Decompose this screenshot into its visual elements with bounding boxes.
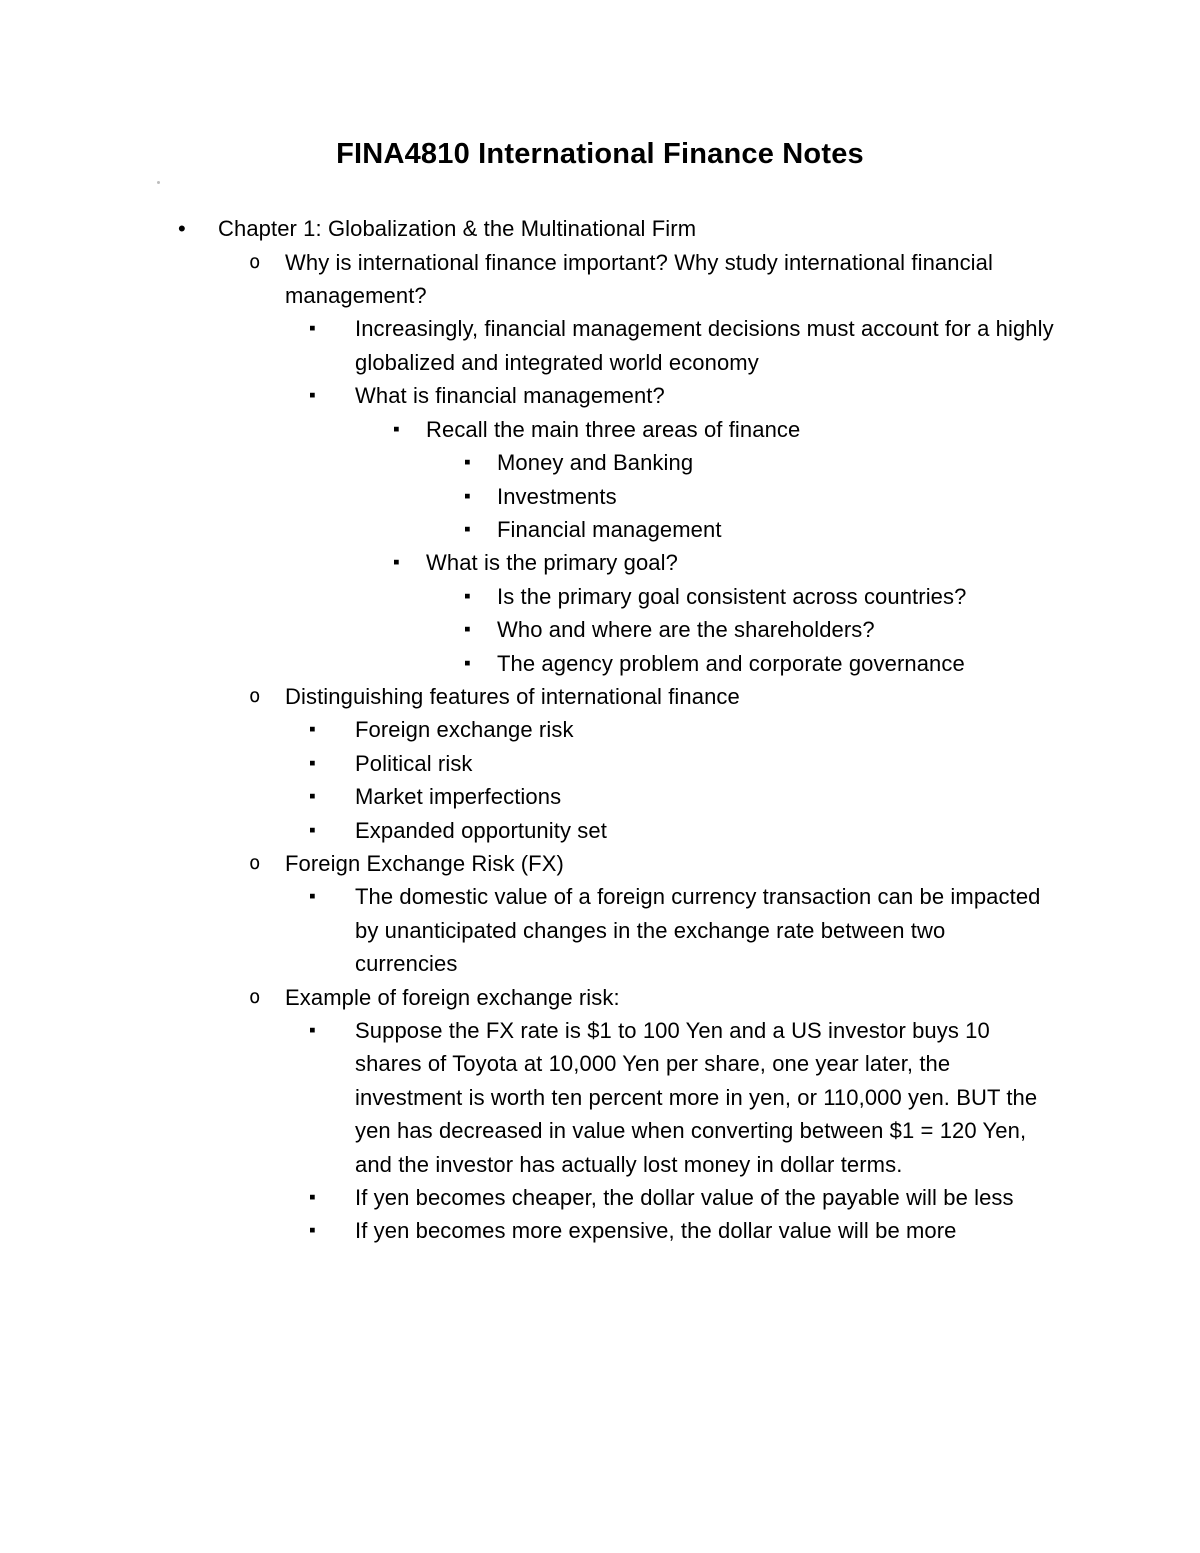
list-item [0, 1014, 1200, 1181]
list-item-text: What is financial management? [355, 383, 665, 409]
list-item-text: Financial management [497, 516, 722, 542]
list-item-text: Political risk [355, 750, 473, 776]
list-item-text: Expanded opportunity set [355, 817, 607, 843]
bullet-icon: ▪ [309, 1187, 316, 1209]
list-item [0, 680, 1200, 713]
list-item-text: Increasingly, financial management decisions must account for a highly globalized and integrated world economy [355, 316, 1054, 375]
list-item-text: What is the primary goal? [426, 550, 678, 576]
bullet-icon: • [178, 216, 186, 242]
bullet-icon: ▪ [309, 1220, 316, 1242]
list-item [0, 446, 1200, 479]
list-item [0, 513, 1200, 546]
list-item-text: If yen becomes more expensive, the dollar value will be more [355, 1218, 957, 1244]
list-item [0, 1214, 1200, 1247]
list-item [0, 613, 1200, 646]
notes-outline [0, 212, 1200, 1248]
list-item-text: Foreign Exchange Risk (FX) [285, 850, 564, 876]
bullet-icon: ▪ [309, 886, 316, 908]
list-item-text: The agency problem and corporate governance [497, 650, 965, 676]
list-item [0, 814, 1200, 847]
bullet-icon: ▪ [309, 385, 316, 407]
list-item [0, 413, 1200, 446]
list-item-text: Is the primary goal consistent across countries? [497, 583, 967, 609]
bullet-icon: ▪ [464, 619, 471, 641]
list-item [0, 747, 1200, 780]
bullet-icon: o [249, 250, 261, 273]
list-item-text: Chapter 1: Globalization & the Multinational Firm [218, 216, 697, 242]
bullet-icon: ▪ [309, 819, 316, 841]
page-title: FINA4810 International Finance Notes [336, 138, 864, 170]
list-item-text: The domestic value of a foreign currency transaction can be impacted by unanticipated changes in the exchange rate between two currencies [355, 884, 1041, 977]
list-item [0, 847, 1200, 880]
bullet-icon: ▪ [309, 1020, 316, 1041]
bullet-icon: ▪ [464, 485, 471, 507]
bullet-icon: ▪ [309, 719, 316, 741]
list-item-text: Example of foreign exchange risk: [285, 984, 620, 1010]
bullet-icon: ▪ [464, 652, 471, 674]
list-item [0, 713, 1200, 746]
bullet-icon: ▪ [464, 585, 471, 607]
bullet-icon: o [249, 684, 261, 707]
bullet-icon: ▪ [393, 418, 400, 440]
bullet-icon: ▪ [464, 452, 471, 474]
list-item-text: Suppose the FX rate is $1 to 100 Yen and a US investor buys 10 shares of Toyota at 10,000 Yen per share, one year later, the investment is worth ten percent more in yen, or 110,000 yen. BUT the yen has decreased in value when converting between $1 = 120 Yen, and the investor has actually lost money in dollar terms. [355, 1018, 1038, 1177]
list-item-text: Why is international finance important? Why study international financial management? [285, 249, 993, 309]
list-item [0, 546, 1200, 579]
list-item [0, 480, 1200, 513]
bullet-icon: ▪ [393, 552, 400, 574]
bullet-icon: o [249, 851, 261, 874]
list-item [0, 981, 1200, 1014]
bullet-icon: ▪ [309, 752, 316, 774]
list-item [0, 647, 1200, 680]
stray-ink-mark [157, 181, 160, 184]
list-item-text: Money and Banking [497, 450, 694, 476]
list-item [0, 246, 1200, 313]
list-item [0, 379, 1200, 412]
list-item-text: Foreign exchange risk [355, 717, 574, 743]
list-item [0, 880, 1200, 980]
list-item [0, 212, 1200, 245]
list-item-text: Distinguishing features of international finance [285, 683, 740, 709]
list-item-text: Recall the main three areas of finance [426, 416, 801, 442]
list-item-text: Investments [497, 483, 617, 509]
list-item [0, 580, 1200, 613]
list-item [0, 780, 1200, 813]
bullet-icon: ▪ [309, 318, 316, 340]
bullet-icon: ▪ [464, 518, 471, 540]
list-item-text: If yen becomes cheaper, the dollar value of the payable will be less [355, 1185, 1014, 1211]
list-item [0, 1181, 1200, 1214]
list-item [0, 312, 1200, 379]
list-item-text: Who and where are the shareholders? [497, 617, 875, 643]
list-item-text: Market imperfections [355, 784, 562, 810]
bullet-icon: ▪ [309, 786, 316, 808]
bullet-icon: o [249, 985, 261, 1008]
